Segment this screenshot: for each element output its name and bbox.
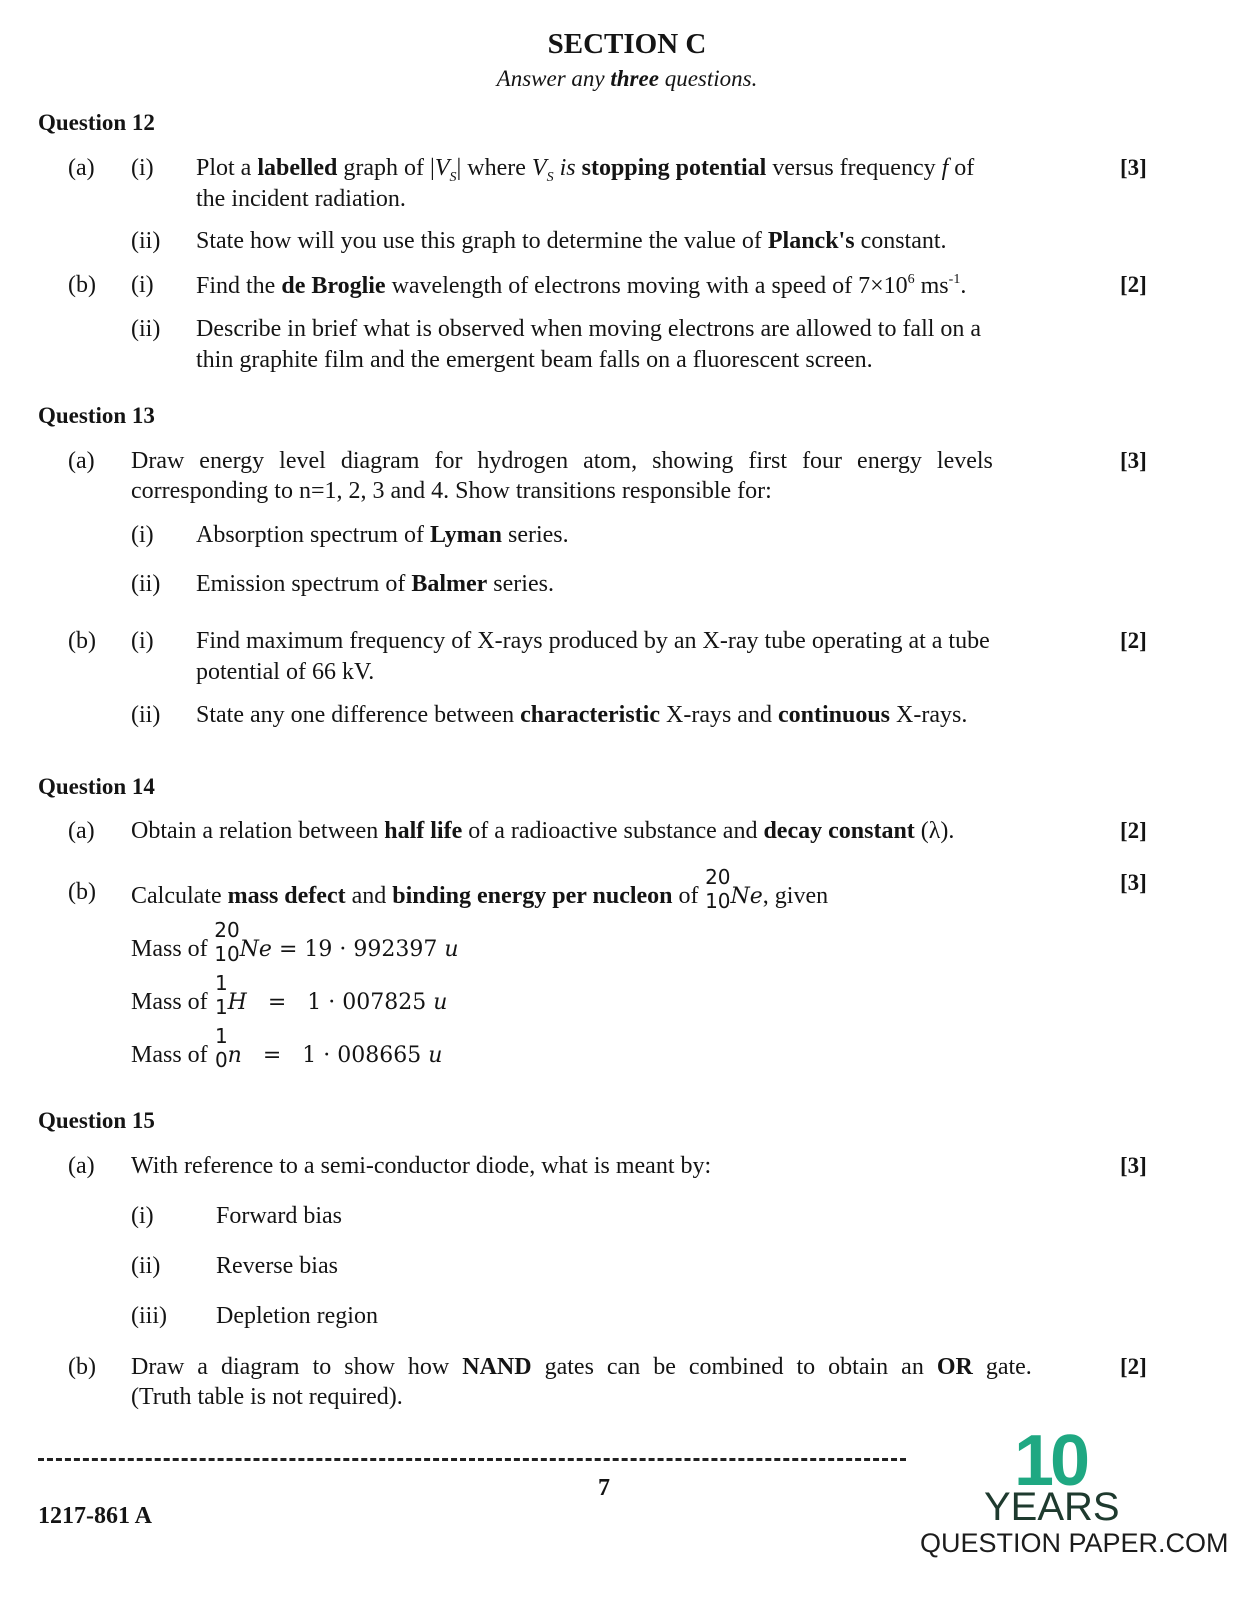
- q15-b-text-line1: Draw a diagram to show how NAND gates can be combined to obtain an OR gate.: [131, 1354, 1032, 1380]
- q13-a-ii-text: Emission spectrum of Balmer series.: [196, 571, 554, 597]
- q13-b-i-text-line1: Find maximum frequency of X-rays produced by an X-ray tube operating at a tube: [196, 628, 990, 654]
- mass-row-h: Mass of 1 1 H = 1 · 007825 u: [131, 971, 448, 1019]
- q14-b-marks: [3]: [1120, 870, 1147, 895]
- q15-a-iii-text: Depletion region: [216, 1303, 378, 1329]
- q13-a-marks: [3]: [1120, 448, 1147, 473]
- q13-b-i-text-line2: potential of 66 kV.: [196, 659, 375, 685]
- q12-a-i-label: (i): [131, 155, 154, 181]
- isotope-notation: 20 10: [705, 865, 731, 913]
- q14-b-label: (b): [68, 879, 96, 905]
- q13-b-ii-label: (ii): [131, 702, 161, 728]
- q13-b-i-label: (i): [131, 628, 154, 654]
- q15-a-i-text: Forward bias: [216, 1203, 342, 1229]
- q12-b-ii-text-line2: thin graphite film and the emergent beam falls on a fluorescent screen.: [196, 347, 873, 373]
- q12-b-ii-label: (ii): [131, 316, 161, 342]
- q15-b-label: (b): [68, 1354, 96, 1380]
- q15-a-i-label: (i): [131, 1203, 154, 1229]
- q12-a-ii-text: State how will you use this graph to determine the value of Planck's constant.: [196, 228, 947, 254]
- q14-b-text: Calculate mass defect and binding energy per nucleon of 20 10 Ne, given: [131, 865, 829, 913]
- q12-a-label: (a): [68, 155, 95, 181]
- q12-b-marks: [2]: [1120, 272, 1147, 297]
- logo-site: QUESTION PAPER.COM: [920, 1528, 1229, 1558]
- q15-a-marks: [3]: [1120, 1153, 1147, 1178]
- mass-row-n: Mass of 1 0 n = 1 · 008665 u: [131, 1024, 443, 1072]
- q15-a-iii-label: (iii): [131, 1303, 167, 1329]
- question-15-heading: Question 15: [38, 1108, 155, 1133]
- q15-a-ii-label: (ii): [131, 1253, 161, 1279]
- q13-a-ii-label: (ii): [131, 571, 161, 597]
- logo-number: 10: [1013, 1421, 1087, 1501]
- q12-b-ii-text-line1: Describe in brief what is observed when moving electrons are allowed to fall on a: [196, 316, 982, 342]
- q12-b-i-label: (i): [131, 272, 154, 298]
- q15-b-marks: [2]: [1120, 1354, 1147, 1379]
- q13-a-i-text: Absorption spectrum of Lyman series.: [196, 522, 569, 548]
- isotope-notation: 1 0: [214, 1024, 228, 1072]
- q13-a-label: (a): [68, 448, 95, 474]
- q12-a-i-text: Plot a labelled graph of $|V_S|$ where $V_S$ is stopping potential versus frequency f of: [196, 155, 975, 185]
- q15-a-label: (a): [68, 1153, 95, 1179]
- q12-a-i-text-line2: the incident radiation.: [196, 186, 406, 212]
- q13-a-text-line2: corresponding to n=1, 2, 3 and 4. Show transitions responsible for:: [131, 478, 772, 504]
- q13-b-marks: [2]: [1120, 628, 1147, 653]
- section-title: SECTION C: [547, 28, 707, 60]
- q13-b-ii-text: State any one difference between characteristic X-rays and continuous X-rays.: [196, 702, 968, 728]
- q13-a-text-line1: Draw energy level diagram for hydrogen atom, showing first four energy levels: [131, 448, 993, 474]
- question-14-heading: Question 14: [38, 774, 155, 799]
- q14-a-text: Obtain a relation between half life of a radioactive substance and decay constant (λ).: [131, 818, 955, 844]
- page-number: 7: [598, 1475, 610, 1501]
- q14-a-marks: [2]: [1120, 818, 1147, 843]
- q12-b-i-text: Find the de Broglie wavelength of electrons moving with a speed of $7\times 10^6$ $ms^{-1}$.: [196, 272, 967, 299]
- footer-divider: [38, 1458, 906, 1461]
- q12-b-label: (b): [68, 272, 96, 298]
- section-instruction: Answer any three questions.: [496, 66, 758, 91]
- q12-a-ii-label: (ii): [131, 228, 161, 254]
- q15-b-text-line2: (Truth table is not required).: [131, 1384, 403, 1410]
- q15-a-text: With reference to a semi-conductor diode, what is meant by:: [131, 1153, 712, 1179]
- q13-b-label: (b): [68, 628, 96, 654]
- q14-a-label: (a): [68, 818, 95, 844]
- q15-a-ii-text: Reverse bias: [216, 1253, 338, 1279]
- logo-years: YEARS: [984, 1485, 1120, 1529]
- paper-code: 1217-861 A: [38, 1503, 152, 1529]
- question-13-heading: Question 13: [38, 403, 155, 428]
- isotope-notation: 20 10: [214, 918, 240, 966]
- q12-a-marks: [3]: [1120, 155, 1147, 180]
- isotope-notation: 1 1: [214, 971, 228, 1019]
- mass-row-ne: Mass of 20 10 Ne = 19 · 992397 u: [131, 918, 459, 966]
- question-12-heading: Question 12: [38, 110, 155, 135]
- q13-a-i-label: (i): [131, 522, 154, 548]
